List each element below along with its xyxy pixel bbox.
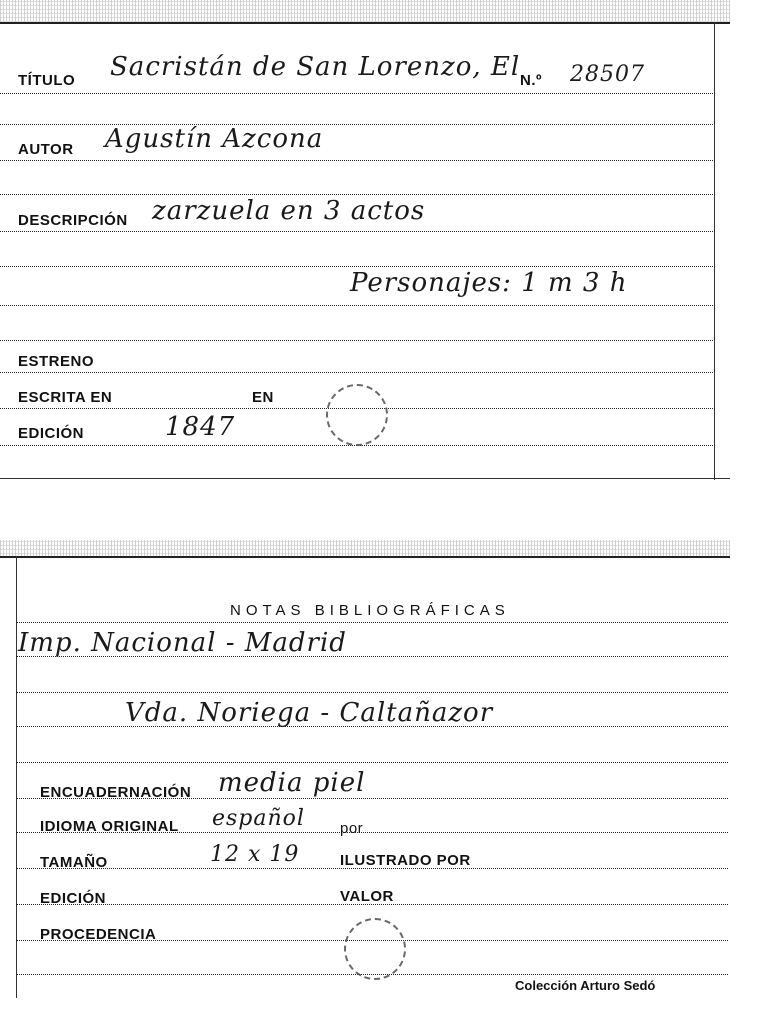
blank-line	[0, 340, 715, 341]
encuadernacion-label: ENCUADERNACIÓN	[40, 784, 192, 801]
titulo-line	[0, 93, 715, 94]
estreno-label: ESTRENO	[18, 353, 95, 370]
idioma-value: español	[212, 806, 305, 831]
notes-line	[16, 762, 728, 763]
edicion-label: EDICIÓN	[18, 425, 85, 442]
estreno-line	[0, 372, 715, 373]
escrita-label: ESCRITA EN	[18, 389, 113, 406]
stamp-mark	[326, 384, 388, 446]
personajes-value: Personajes: 1 m 3 h	[350, 268, 628, 298]
autor-line	[0, 160, 715, 161]
card-bottom-border	[0, 478, 730, 479]
card-edge-texture	[0, 0, 730, 22]
procedencia-label: PROCEDENCIA	[40, 926, 157, 943]
notes-line	[16, 692, 728, 693]
edicion-label: EDICIÓN	[40, 890, 107, 907]
notas-heading: NOTAS BIBLIOGRÁFICAS	[230, 602, 510, 619]
titulo-label: TÍTULO	[18, 72, 76, 89]
tamano-value: 12 x 19	[210, 842, 300, 867]
notes-line	[16, 622, 728, 623]
editor-value: Vda. Noriega - Caltañazor	[125, 698, 494, 728]
stamp-mark	[344, 918, 406, 980]
card-right-border	[714, 22, 715, 480]
blank-line	[0, 266, 715, 267]
personajes-line	[0, 305, 715, 306]
descripcion-line	[0, 231, 715, 232]
descripcion-value: zarzuela en 3 actos	[152, 196, 426, 226]
descripcion-label: DESCRIPCIÓN	[18, 212, 128, 229]
encuadernacion-value: media piel	[218, 768, 366, 798]
autor-value: Agustín Azcona	[105, 124, 324, 154]
ilustrado-label: ILUSTRADO POR	[340, 852, 471, 869]
card-top-border	[0, 22, 730, 24]
en-label: EN	[252, 389, 274, 406]
coleccion-footer: Colección Arturo Sedó	[515, 978, 656, 993]
por-label: por	[340, 820, 364, 837]
numero-value: 28507	[570, 62, 645, 87]
valor-label: VALOR	[340, 888, 394, 905]
numero-label: N.º	[520, 72, 542, 89]
catalog-card-front	[0, 0, 730, 492]
catalog-card-back	[0, 540, 730, 1028]
tamano-label: TAMAÑO	[40, 854, 108, 871]
idioma-label: IDIOMA ORIGINAL	[40, 818, 179, 835]
card-top-border	[0, 556, 730, 558]
edicion-value: 1847	[165, 412, 236, 442]
imprenta-value: Imp. Nacional - Madrid	[18, 628, 347, 658]
blank-line	[0, 194, 715, 195]
titulo-value: Sacristán de San Lorenzo, El	[110, 52, 521, 82]
autor-label: AUTOR	[18, 141, 74, 158]
